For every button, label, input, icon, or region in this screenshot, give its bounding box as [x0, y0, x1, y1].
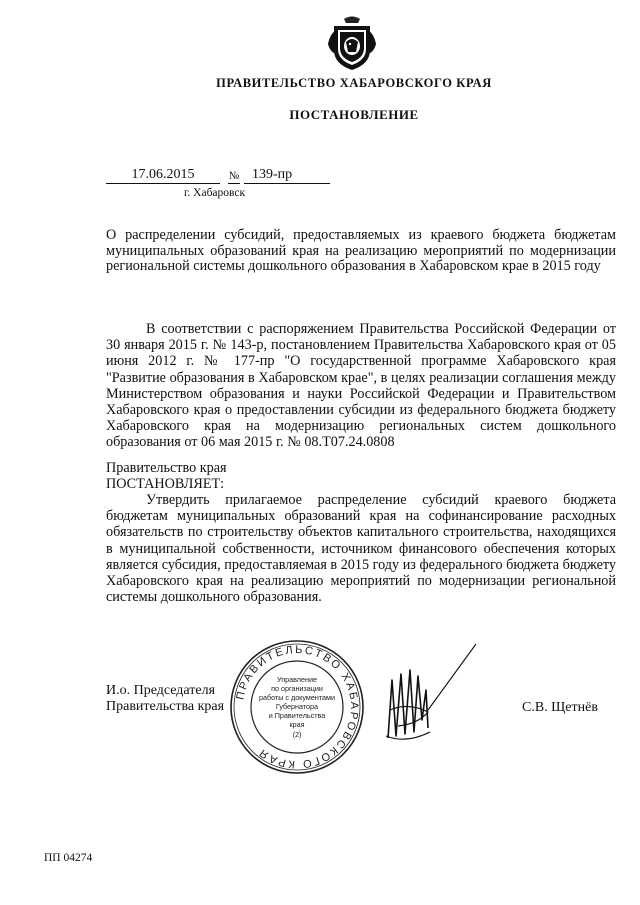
document-city: г. Хабаровск — [184, 187, 246, 199]
stamp-inner-line: по организации — [271, 684, 323, 693]
resolves-heading: ПОСТАНОВЛЯЕТ: — [106, 476, 225, 492]
number-sign: № — [228, 170, 240, 182]
signer-position-line-1: И.о. Председателя — [106, 683, 216, 698]
document-type-title: ПОСТАНОВЛЕНИЕ — [289, 107, 419, 122]
stamp-inner-line: (2) — [292, 730, 302, 739]
signer-position-line-2: Правительства края — [106, 699, 225, 714]
stamp-inner-line: Управление — [277, 675, 317, 684]
handwritten-signature — [368, 640, 488, 750]
stamp-outer-text: ПРАВИТЕЛЬСТВО ХАБАРОВСКОГО КРАЯ — [234, 643, 361, 771]
signer-name: С.В. Щетнёв — [522, 700, 598, 715]
document-code: ПП 04274 — [44, 852, 93, 864]
official-stamp — [228, 638, 366, 776]
document-number: 139-пр — [244, 167, 330, 184]
stamp-inner-line: работы с документами — [259, 693, 335, 702]
body-paragraph-1: В соответствии с распоряжением Правительства Российской Федерации от 30 января 2015 г. № 143-р, постановлением Правительства Хабаровского края от 05 июня 2012 г. № 177-пр "О государственной программе Хабаровского края "Развитие образования в Хабаровском крае", в целях реализации соглашения между Министерством образования и науки Российской Федерации и Правительством Хабаровского края о предоставлении субсидии из федерального бюджета бюджету Хабаровского края на модернизацию региональных систем дошкольного образования от 06 мая 2015 г. № 08.Т07.24.0808 — [106, 321, 616, 451]
coat-of-arms-emblem — [326, 14, 378, 72]
stamp-inner-line: и Правительства — [268, 711, 326, 720]
signer-position — [106, 683, 224, 715]
stamp-inner-line: края — [289, 720, 305, 729]
government-line: Правительство края — [106, 460, 227, 476]
stamp-inner-line: Губернатора — [275, 702, 319, 711]
body-paragraph-2: Утвердить прилагаемое распределение субсидий краевого бюджета бюджетам муниципальных образований края на софинансирование расходных обязательств по строительству объектов капитального строительства, находящихся в муниципальной собственности, источником финансового обеспечения которых является субсидия, предоставляемая в 2015 году из федерального бюджета бюджету Хабаровского края на реализацию мероприятий по модернизации региональной системы дошкольного образования. — [106, 492, 616, 606]
government-title: ПРАВИТЕЛЬСТВО ХАБАРОВСКОГО КРАЯ — [216, 76, 492, 90]
document-date: 17.06.2015 — [106, 167, 220, 184]
document-subject: О распределении субсидий, предоставляемых из краевого бюджета бюджетам муниципальных образований края на реализацию мероприятий по модернизации региональной системы дошкольного образования в Хабаровском крае в 2015 году — [106, 227, 616, 275]
